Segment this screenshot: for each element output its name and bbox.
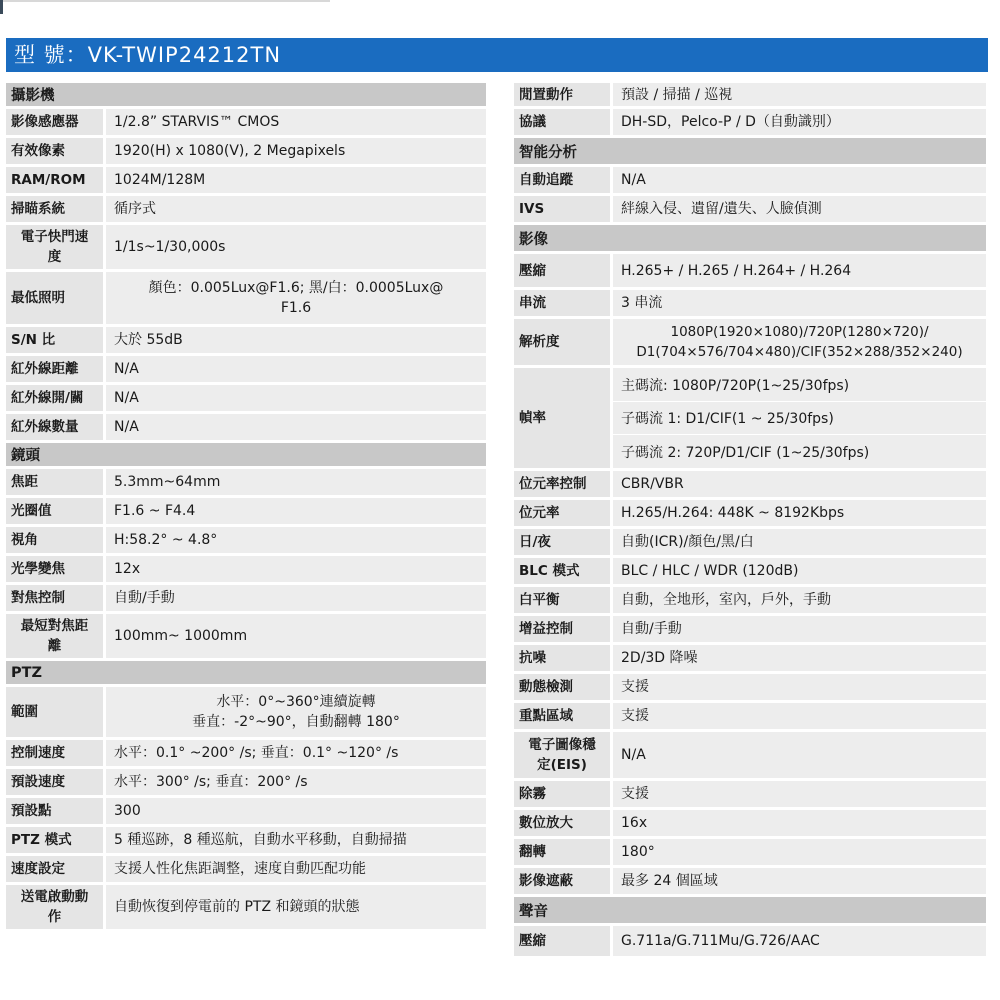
right-spec-column (514, 83, 986, 959)
spec-row (514, 196, 986, 222)
top-rule (0, 0, 330, 2)
section-title: 鏡頭 (6, 443, 486, 466)
spec-value: 16x (613, 810, 986, 836)
spec-value: 2D/3D 降噪 (613, 645, 986, 671)
spec-label: 對焦控制 (6, 585, 103, 611)
spec-value: 大於 55dB (106, 327, 486, 353)
spec-row (514, 674, 986, 700)
spec-label: 抗噪 (514, 645, 610, 671)
spec-label (6, 614, 103, 658)
spec-value (106, 687, 486, 737)
left-spec-column (6, 83, 486, 932)
spec-value: 子碼流 2: 720P/D1/CIF (1~25/30fps) (613, 435, 986, 468)
spec-row (6, 740, 486, 766)
spec-value: 水平：300° /s; 垂直：200° /s (106, 769, 486, 795)
spec-label: BLC 模式 (514, 558, 610, 584)
spec-value: 循序式 (106, 196, 486, 222)
spec-label: 紅外線距離 (6, 356, 103, 382)
spec-label: 最低照明 (6, 272, 103, 324)
spec-value: G.711a/G.711Mu/G.726/AAC (613, 926, 986, 956)
spec-value: 12x (106, 556, 486, 582)
spec-row (514, 645, 986, 671)
spec-value: N/A (106, 356, 486, 382)
spec-value: H.265+ / H.265 / H.264+ / H.264 (613, 254, 986, 287)
spec-row (514, 926, 986, 956)
spec-row (6, 196, 486, 222)
spec-row (6, 827, 486, 853)
section-header-audio (514, 897, 986, 923)
spec-label: IVS (514, 196, 610, 222)
spec-text: F1.6 (280, 300, 312, 316)
spec-label: 光學變焦 (6, 556, 103, 582)
spec-text: 定(EIS) (537, 757, 587, 773)
spec-value: 自動(ICR)/顏色/黑/白 (613, 529, 986, 555)
spec-row (6, 798, 486, 824)
spec-value: 3 串流 (613, 290, 986, 316)
section-header-smart (514, 138, 986, 164)
model-title: 型 號：VK-TWIP24212TN (6, 38, 988, 72)
spec-row (514, 254, 986, 287)
spec-text: 垂直：-2°~90°，自動翻轉 180° (192, 714, 400, 730)
spec-row (6, 527, 486, 553)
spec-value: 1/2.8” STARVIS™ CMOS (106, 109, 486, 135)
spec-label: 除霧 (514, 781, 610, 807)
spec-value: 絆線入侵、遺留/遺失、人臉偵測 (613, 196, 986, 222)
spec-label: 有效像素 (6, 138, 103, 164)
spec-label: 白平衡 (514, 587, 610, 613)
section-title: PTZ (6, 661, 486, 684)
spec-row (514, 868, 986, 894)
framerate-values (613, 368, 986, 468)
spec-value (613, 319, 986, 365)
spec-label: S/N 比 (6, 327, 103, 353)
spec-value: 自動恢復到停電前的 PTZ 和鏡頭的狀態 (106, 885, 486, 929)
spec-label: 串流 (514, 290, 610, 316)
spec-row (6, 556, 486, 582)
spec-text: 顏色：0.005Lux@F1.6; 黑/白：0.0005Lux@ (148, 280, 444, 296)
section-title: 聲音 (514, 897, 986, 923)
spec-value: 5.3mm~64mm (106, 469, 486, 495)
top-marker (0, 0, 3, 14)
spec-label: 壓縮 (514, 926, 610, 956)
spec-label: 視角 (6, 527, 103, 553)
spec-text: 度 (47, 249, 62, 265)
spec-row (514, 290, 986, 316)
spec-value: 自動/手動 (106, 585, 486, 611)
spec-label: 翻轉 (514, 839, 610, 865)
spec-text: 電子圖像穩 (528, 737, 596, 753)
section-header-ptz (6, 661, 486, 684)
spec-row (514, 319, 986, 365)
spec-row (514, 810, 986, 836)
spec-value: CBR/VBR (613, 471, 986, 497)
spec-row (6, 356, 486, 382)
spec-row (6, 272, 486, 324)
spec-row (6, 687, 486, 737)
spec-label: 幀率 (514, 368, 610, 468)
spec-row (514, 732, 986, 778)
spec-row (514, 587, 986, 613)
spec-row (514, 471, 986, 497)
spec-value: 300 (106, 798, 486, 824)
spec-text: 最短對焦距 (20, 618, 89, 634)
spec-row (514, 529, 986, 555)
spec-label: 控制速度 (6, 740, 103, 766)
spec-row (6, 585, 486, 611)
spec-value: 支援人性化焦距調整，速度自動匹配功能 (106, 856, 486, 882)
section-title: 影像 (514, 225, 986, 251)
spec-value: 最多 24 個區域 (613, 868, 986, 894)
spec-value: N/A (106, 414, 486, 440)
spec-row (6, 769, 486, 795)
spec-value: 支援 (613, 674, 986, 700)
spec-label: RAM/ROM (6, 167, 103, 193)
spec-value: BLC / HLC / WDR (120dB) (613, 558, 986, 584)
section-title: 攝影機 (6, 83, 486, 106)
spec-label: 數位放大 (514, 810, 610, 836)
spec-label: 預設點 (6, 798, 103, 824)
spec-value: N/A (613, 167, 986, 193)
spec-label: 掃瞄系統 (6, 196, 103, 222)
spec-value: H.265/H.264: 448K ~ 8192Kbps (613, 500, 986, 526)
spec-label: 解析度 (514, 319, 610, 365)
spec-row-framerate (514, 368, 986, 468)
spec-label: PTZ 模式 (6, 827, 103, 853)
spec-value: 100mm~ 1000mm (106, 614, 486, 658)
spec-value: 180° (613, 839, 986, 865)
spec-row (514, 703, 986, 729)
spec-row (6, 138, 486, 164)
spec-row (6, 167, 486, 193)
spec-label: 協議 (514, 109, 610, 135)
spec-row (514, 781, 986, 807)
spec-label: 重點區域 (514, 703, 610, 729)
spec-label: 範圍 (6, 687, 103, 737)
section-header-lens (6, 443, 486, 466)
spec-text: 送電啟動動 (20, 889, 89, 905)
spec-text: 作 (47, 909, 62, 925)
spec-label (6, 885, 103, 929)
spec-row (514, 500, 986, 526)
section-title: 智能分析 (514, 138, 986, 164)
spec-label: 增益控制 (514, 616, 610, 642)
spec-label: 位元率控制 (514, 471, 610, 497)
spec-row (514, 167, 986, 193)
spec-value: 自動/手動 (613, 616, 986, 642)
spec-row (6, 225, 486, 269)
spec-label: 影像遮蔽 (514, 868, 610, 894)
spec-value: 主碼流: 1080P/720P(1~25/30fps) (613, 368, 986, 401)
spec-row (6, 885, 486, 929)
spec-text: 離 (47, 638, 62, 654)
spec-text: 水平：0°~360°連續旋轉 (216, 694, 376, 710)
spec-value: 預設 / 掃描 / 巡視 (613, 83, 986, 106)
spec-label: 日/夜 (514, 529, 610, 555)
spec-label: 影像感應器 (6, 109, 103, 135)
spec-value: N/A (106, 385, 486, 411)
spec-value: DH-SD，Pelco-P / D（自動識別） (613, 109, 986, 135)
spec-row (6, 469, 486, 495)
spec-label: 紅外線數量 (6, 414, 103, 440)
spec-value: 1/1s~1/30,000s (106, 225, 486, 269)
spec-label: 預設速度 (6, 769, 103, 795)
spec-row (514, 616, 986, 642)
spec-value: 支援 (613, 703, 986, 729)
spec-value: 子碼流 1: D1/CIF(1 ~ 25/30fps) (613, 402, 986, 434)
spec-text: 電子快門速 (20, 229, 89, 245)
section-header-camera (6, 83, 486, 106)
spec-row (514, 558, 986, 584)
spec-label: 紅外線開/關 (6, 385, 103, 411)
spec-value: H:58.2° ~ 4.8° (106, 527, 486, 553)
spec-label: 焦距 (6, 469, 103, 495)
spec-row (6, 327, 486, 353)
spec-value: 支援 (613, 781, 986, 807)
spec-value: 1920(H) x 1080(V), 2 Megapixels (106, 138, 486, 164)
spec-row (6, 385, 486, 411)
spec-text: D1(704×576/704×480)/CIF(352×288/352×240) (636, 344, 963, 360)
spec-value: 自動，全地形，室內，戶外，手動 (613, 587, 986, 613)
spec-value: F1.6 ~ F4.4 (106, 498, 486, 524)
spec-row (6, 414, 486, 440)
spec-row (6, 856, 486, 882)
spec-row (514, 83, 986, 106)
spec-label: 壓縮 (514, 254, 610, 287)
spec-value: N/A (613, 732, 986, 778)
spec-label: 動態檢測 (514, 674, 610, 700)
section-header-video (514, 225, 986, 251)
spec-row (6, 614, 486, 658)
spec-row (6, 498, 486, 524)
spec-label: 光圈值 (6, 498, 103, 524)
spec-label: 閒置動作 (514, 83, 610, 106)
spec-value (106, 272, 486, 324)
spec-row (6, 109, 486, 135)
spec-label: 速度設定 (6, 856, 103, 882)
spec-text: 1080P(1920×1080)/720P(1280×720)/ (670, 324, 929, 340)
spec-value: 1024M/128M (106, 167, 486, 193)
spec-row (514, 839, 986, 865)
spec-label (6, 225, 103, 269)
spec-value: 水平：0.1° ~200° /s; 垂直：0.1° ~120° /s (106, 740, 486, 766)
spec-label: 位元率 (514, 500, 610, 526)
spec-label (514, 732, 610, 778)
spec-value: 5 種巡跡，8 種巡航，自動水平移動，自動掃描 (106, 827, 486, 853)
spec-label: 自動追蹤 (514, 167, 610, 193)
spec-row (514, 109, 986, 135)
